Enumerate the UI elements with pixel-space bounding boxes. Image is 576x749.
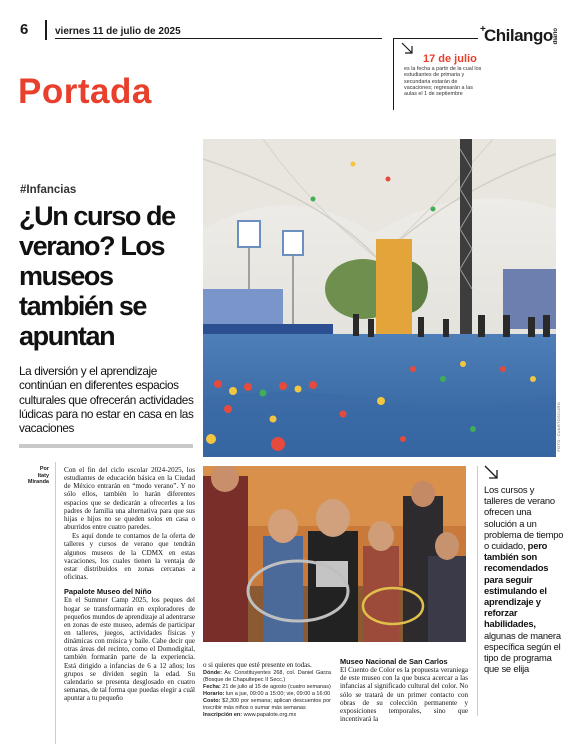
pull-quote-text-end: algunas de manera específica según el tipo de programa que se elija bbox=[484, 629, 561, 675]
header-rule bbox=[55, 38, 382, 39]
info-label: Dónde: bbox=[203, 670, 222, 677]
papalote-info bbox=[203, 670, 331, 719]
section-title: Portada bbox=[18, 72, 152, 111]
info-donde: Av. Constituyentes 268, col. Daniel Garza (Bosque de Chapultepec II Secc.) bbox=[203, 670, 331, 684]
info-label: Fecha: bbox=[203, 684, 221, 691]
header-rule-right bbox=[393, 38, 478, 39]
body-column-3 bbox=[340, 658, 468, 724]
article-deck: La diversión y el aprendizaje continúan en diferentes espacios culturales que ofrecerán actividades lúdicas para no estar en casa en las vacaciones bbox=[19, 364, 194, 436]
info-costo: $2,300 por semana; aplican descuentos por inscribir más niños o sumar más semanas bbox=[203, 698, 331, 712]
article-hashtag: #Infancias bbox=[20, 184, 77, 196]
body-paragraph: Con el fin del ciclo escolar 2024-2025, los estudiantes de educación básica en la Ciudad de México entrarán en “modo verano”. Y no sólo ellos, también lo harán diferentes espacios que se dedicarán a ofrecerles a los padres de familia una alternativa para que sus hijas e hijos no se queden solos en casa o aburridos entre cuatro paredes. bbox=[64, 466, 195, 532]
sidebar-rule bbox=[477, 466, 478, 716]
info-label: Costo: bbox=[203, 698, 221, 705]
page-number: 6 bbox=[20, 21, 29, 38]
author-name: Itaty Miranda bbox=[27, 472, 49, 485]
body-column-2 bbox=[203, 661, 331, 719]
arrow-down-right-icon bbox=[400, 41, 414, 55]
pull-quote-bold: pero también son recomendados para seguir estimulando el aprendizaje y reforzar habilidades, bbox=[484, 540, 549, 630]
pull-quote-text: Los cursos y talleres de verano ofrecen una solución a un problema de tiempo o cuidado, bbox=[484, 484, 564, 552]
event-box-divider bbox=[393, 38, 394, 110]
logo-diario: diario bbox=[553, 28, 559, 45]
info-inscripcion-link[interactable]: www.papalote.org.mx bbox=[243, 712, 297, 719]
photo-credit: FOTO: CUARTOSCURO bbox=[556, 402, 561, 452]
body-paragraph: En el Summer Camp 2025, los peques del hogar se transformarán en exploradores de pequeños mundos de aprendizaje al adentrarse en zonas de este museo, además de participar en talleres, juegos, actividades físicas y dinámicas con música y baile. Cabe decir que otras áreas del recinto, como el Domodigital, también formarán parte de la experiencia. Está dirigido a infancias de 6 a 12 años; los grupos se dividen según la edad. Su calendario se presenta desglosado en cuatro semanas, de tal forma que puedas elegir a cuál apuntar a tu pequeño bbox=[64, 596, 195, 703]
body-paragraph: o si quieres que esté presente en todas. bbox=[203, 661, 312, 669]
body-paragraph: Es aquí donde te contamos de la oferta de talleres y cursos de verano que tendrán algunos museos de la CDMX en estas vacaciones, los cuales tienen la ventaja de estar distribuidos en zonas cercanas a oficinas. bbox=[64, 532, 195, 582]
page-number-divider bbox=[45, 20, 47, 40]
article-headline: ¿Un curso de verano? Los museos también se apuntan bbox=[19, 201, 175, 351]
body-paragraph: El Cuento de Color es la propuesta veraniega de este museo con la que busca acercar a las infancias al significado cultural del color. No sólo se tratará de un primer contacto con obras de su colección permanente y exposiciones temporales, sino que incentivará la bbox=[340, 666, 468, 724]
byline bbox=[27, 466, 49, 486]
children-photo bbox=[203, 466, 466, 642]
logo-plus: + bbox=[480, 24, 486, 35]
pull-quote bbox=[484, 484, 564, 674]
issue-date: viernes 11 de julio de 2025 bbox=[55, 26, 181, 37]
subhead-san-carlos: Museo Nacional de San Carlos bbox=[340, 657, 448, 666]
body-column-1 bbox=[64, 466, 195, 703]
info-label: Horario: bbox=[203, 691, 225, 698]
chilango-logo[interactable]: Chilango bbox=[484, 26, 553, 45]
event-date: 17 de julio bbox=[423, 53, 477, 65]
info-label: Inscripción en: bbox=[203, 712, 243, 719]
deck-rule bbox=[19, 444, 193, 448]
info-fecha: 21 de julio al 15 de agosto (cuatro semanas) bbox=[222, 684, 331, 691]
arrow-down-right-icon bbox=[483, 464, 499, 480]
hero-photo bbox=[203, 139, 556, 457]
author-rule bbox=[55, 462, 56, 744]
byline-prefix: Por bbox=[39, 466, 49, 472]
info-horario: lun a jue, 09:00 a 15:00; vie, 09:00 a 16:00 bbox=[225, 691, 331, 698]
subhead-papalote: Papalote Museo del Niño bbox=[64, 587, 152, 597]
event-text: es la fecha a partir de la cual los estudiantes de primaria y secundaria estarán de vacaciones; regresarán a las aulas el 1 de septiembre bbox=[404, 66, 482, 98]
